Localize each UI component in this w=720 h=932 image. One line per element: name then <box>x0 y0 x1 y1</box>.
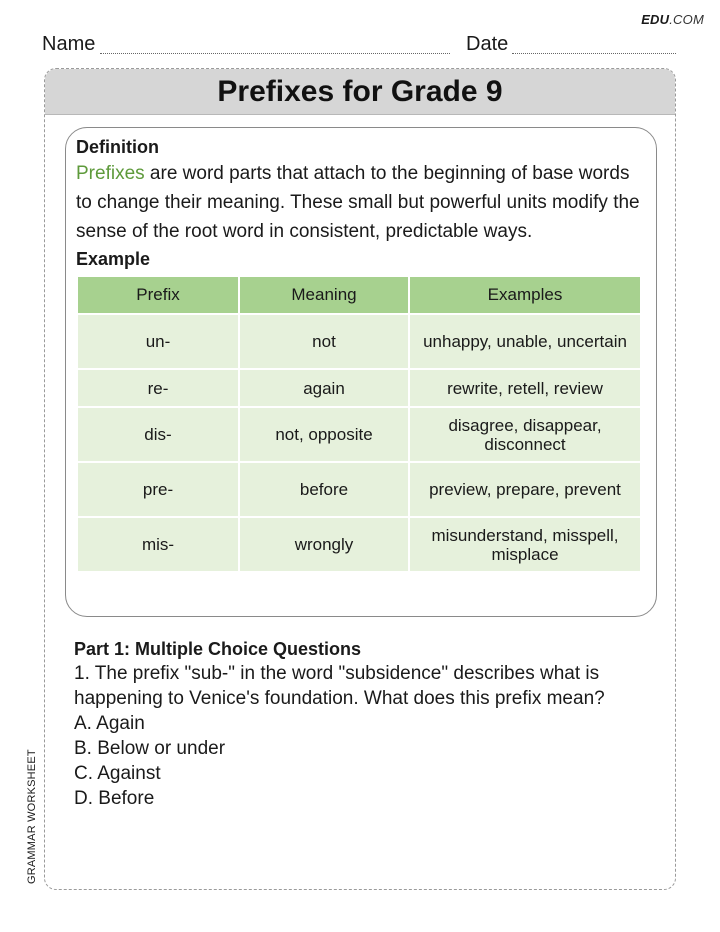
prefix-cell: un- <box>77 314 239 369</box>
answer-option-c[interactable]: C. Against <box>74 763 161 784</box>
meaning-cell: again <box>239 369 409 407</box>
prefix-cell: pre- <box>77 462 239 517</box>
examples-cell: misunderstand, misspell, misplace <box>409 517 641 572</box>
date-label: Date <box>466 33 509 55</box>
definition-heading: Definition <box>76 137 159 157</box>
examples-cell: unhappy, unable, uncertain <box>409 314 641 369</box>
table-row <box>77 407 641 462</box>
example-heading: Example <box>76 249 151 269</box>
answer-option-a[interactable]: A. Again <box>74 713 145 734</box>
table-row <box>77 369 641 407</box>
brand-logo <box>641 12 704 27</box>
definition-body: are word parts that attach to the beginning of base words to change their meaning. These small but powerful units modify the sense of the root word in consistent, predictable ways. <box>76 163 640 242</box>
column-header-meaning: Meaning <box>239 276 409 314</box>
table-row <box>77 517 641 572</box>
name-date-header <box>42 33 677 57</box>
prefix-cell: re- <box>77 369 239 407</box>
questions-section <box>74 637 684 811</box>
table-row <box>77 462 641 517</box>
date-field-line[interactable] <box>512 53 676 54</box>
table-row <box>77 314 641 369</box>
part-heading: Part 1: Multiple Choice Questions <box>74 639 362 659</box>
meaning-cell: wrongly <box>239 517 409 572</box>
definition-text <box>76 159 646 246</box>
table-header-row <box>77 276 641 314</box>
answer-option-b[interactable]: B. Below or under <box>74 738 226 759</box>
answer-option-d[interactable]: D. Before <box>74 788 155 809</box>
prefix-table <box>76 275 642 573</box>
column-header-prefix: Prefix <box>77 276 239 314</box>
brand-logo-bold: EDU <box>641 12 670 27</box>
page-title: Prefixes for Grade 9 <box>217 74 503 108</box>
name-label: Name <box>42 33 96 55</box>
meaning-cell: before <box>239 462 409 517</box>
definition-term: Prefixes <box>76 163 145 184</box>
prefix-cell: dis- <box>77 407 239 462</box>
brand-logo-suffix: .COM <box>669 12 704 27</box>
definition-box <box>65 127 657 617</box>
examples-cell: preview, prepare, prevent <box>409 462 641 517</box>
name-field-line[interactable] <box>100 53 450 54</box>
meaning-cell: not <box>239 314 409 369</box>
title-bar <box>45 69 675 115</box>
prefix-cell: mis- <box>77 517 239 572</box>
meaning-cell: not, opposite <box>239 407 409 462</box>
examples-cell: disagree, disappear, disconnect <box>409 407 641 462</box>
side-label: GRAMMAR WORKSHEET <box>26 749 38 884</box>
examples-cell: rewrite, retell, review <box>409 369 641 407</box>
question-text: 1. The prefix "sub-" in the word "subsidence" describes what is happening to Venice's foundation. What does this prefix mean? <box>74 663 605 709</box>
column-header-examples: Examples <box>409 276 641 314</box>
